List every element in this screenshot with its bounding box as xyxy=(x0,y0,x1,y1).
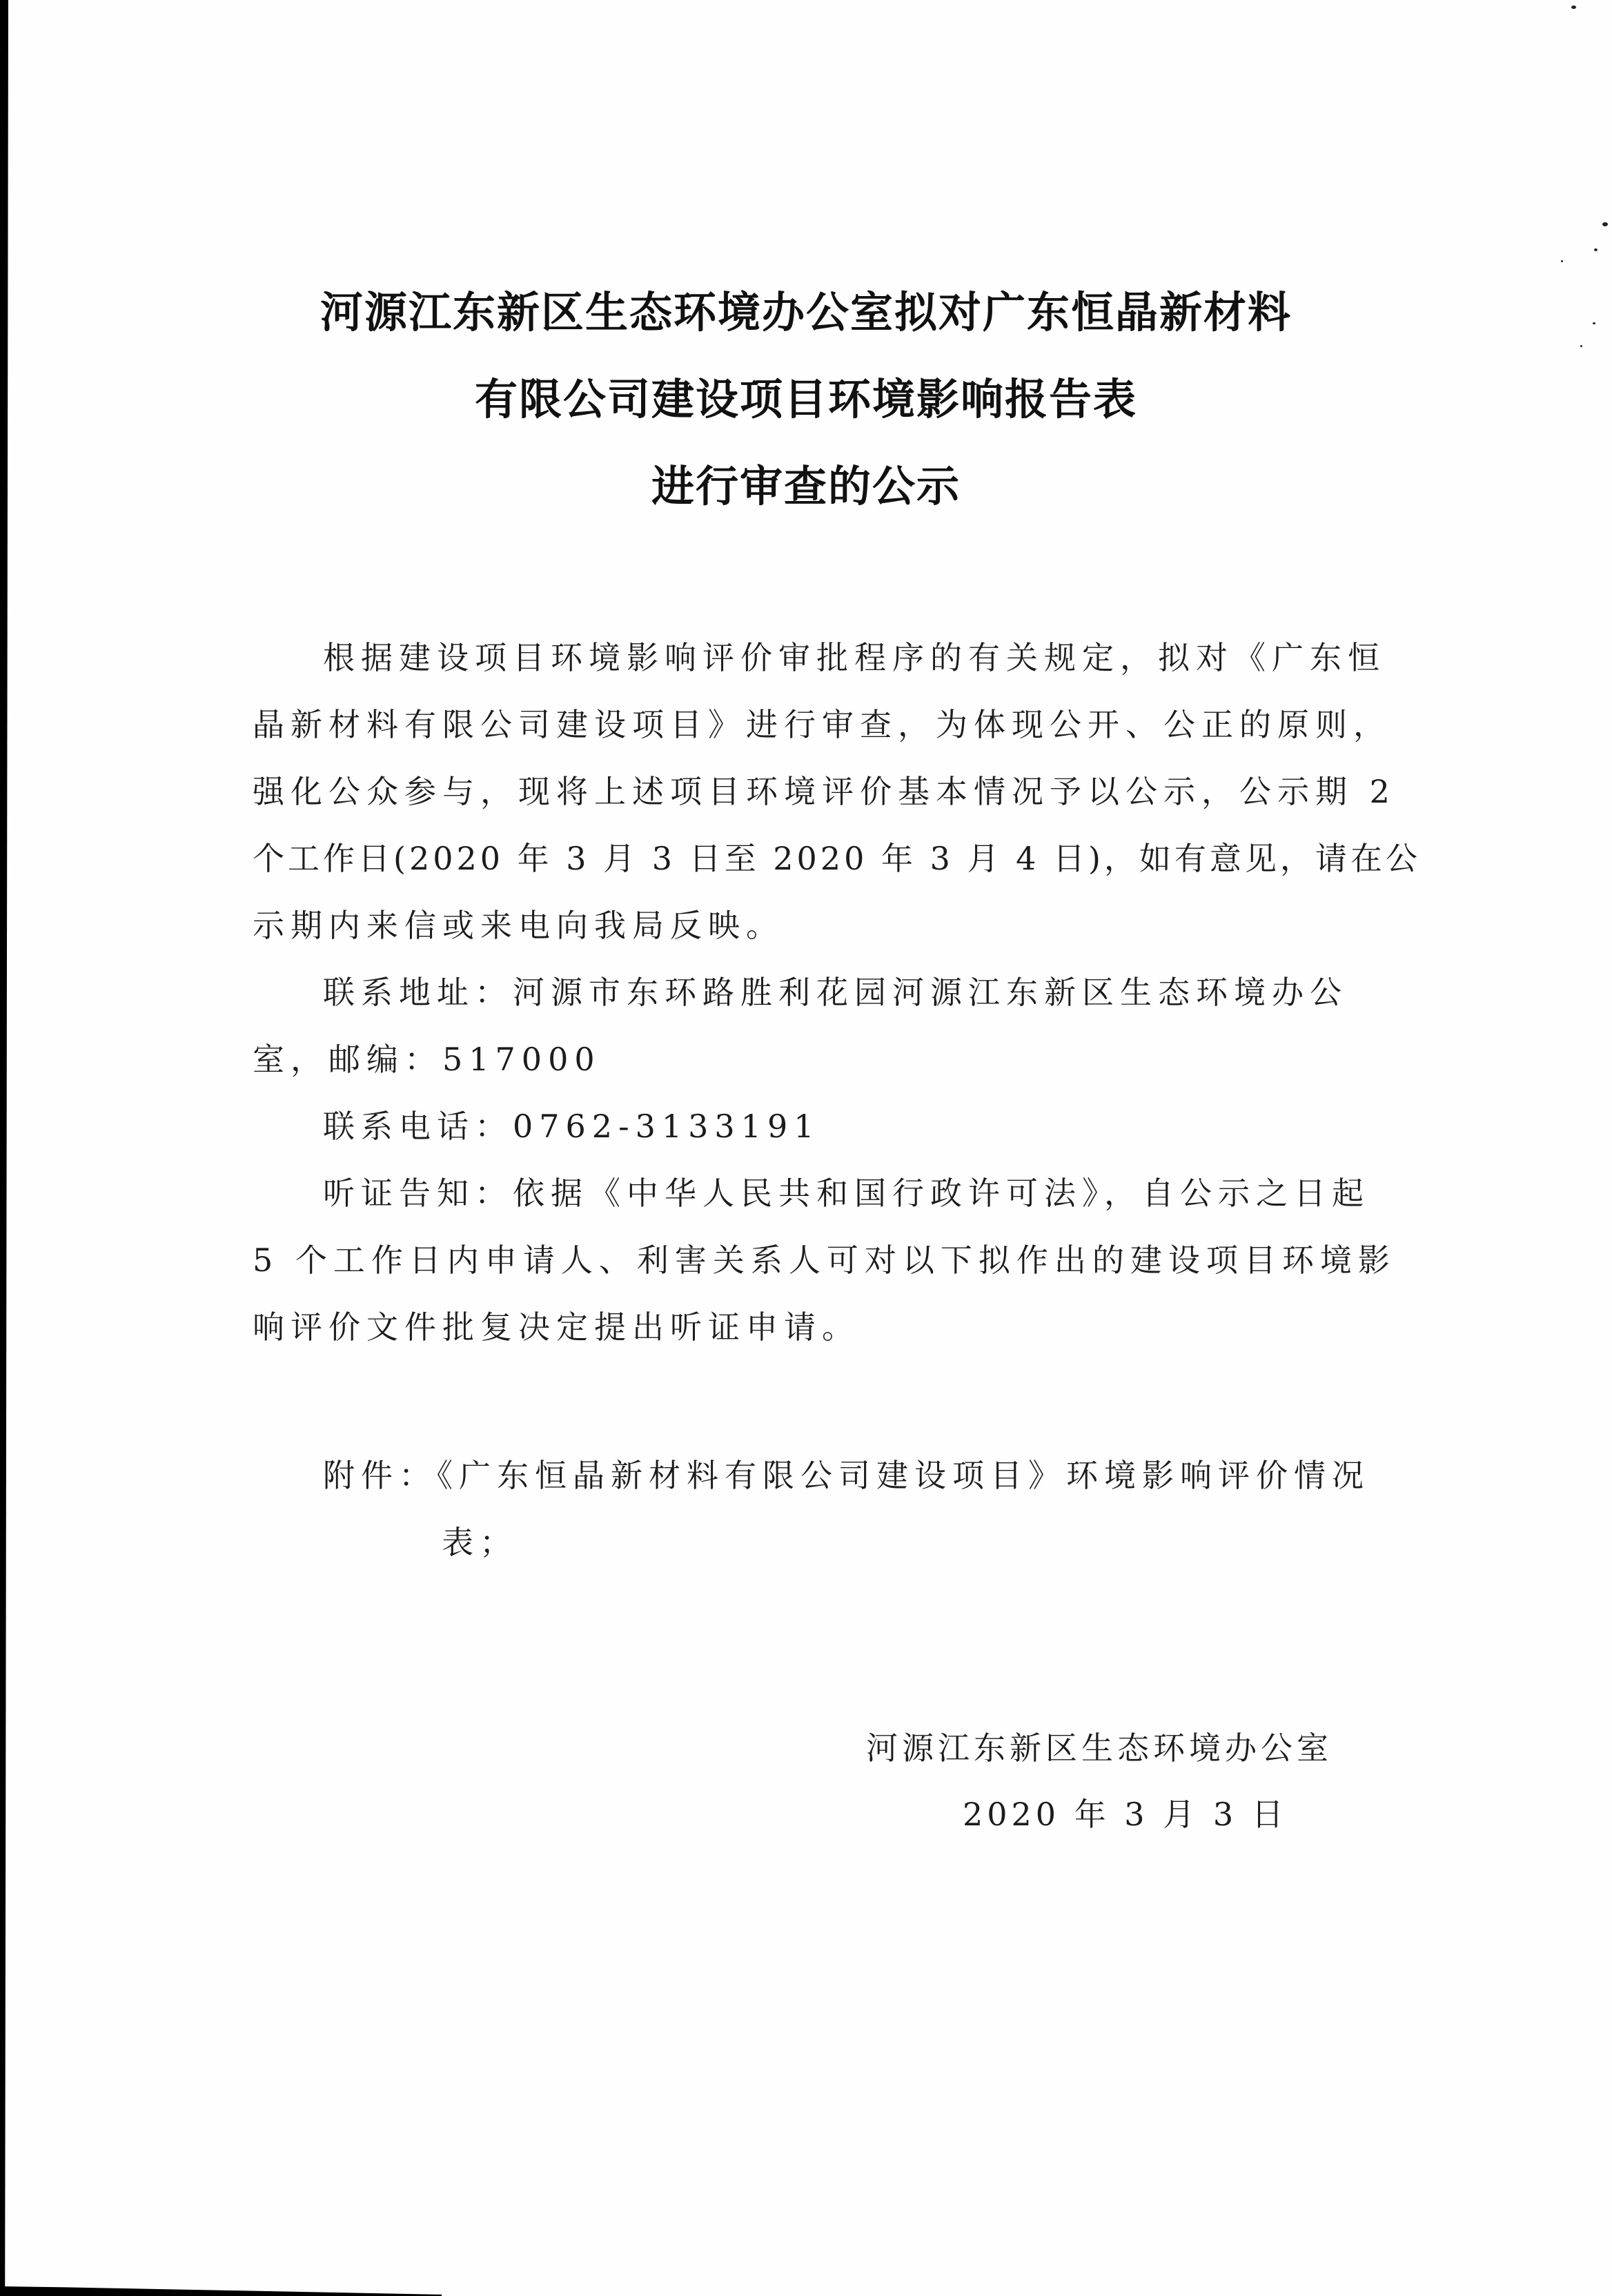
scan-speck xyxy=(1594,248,1598,251)
intro-paragraph-line: 个工作日(2020 年 3 月 3 日至 2020 年 3 月 4 日)，如有意见，请在公 xyxy=(253,840,1421,877)
scan-speck xyxy=(1571,6,1576,9)
attachment-line: 表； xyxy=(442,1524,518,1561)
hearing-notice-line: 听证告知：依据《中华人民共和国行政许可法》，自公示之日起 xyxy=(323,1175,1370,1212)
hearing-notice-line: 响评价文件批复决定提出听证申请。 xyxy=(253,1308,860,1346)
intro-paragraph-line: 根据建设项目环境影响评价审批程序的有关规定，拟对《广东恒 xyxy=(323,639,1386,676)
scan-border-bottom xyxy=(0,2286,442,2296)
scan-speck xyxy=(1580,345,1582,347)
hearing-notice-line: 5 个工作日内申请人、利害关系人可对以下拟作出的建设项目环境影 xyxy=(253,1242,1396,1279)
scan-border-left xyxy=(0,0,8,2296)
issuer-signature: 河源江东新区生态环境办公室 xyxy=(866,1729,1333,1767)
intro-paragraph-line: 强化公众参与，现将上述项目环境评价基本情况予以公示，公示期 2 xyxy=(253,773,1396,810)
scan-speck xyxy=(1602,222,1608,226)
contact-phone: 联系电话：0762-3133191 xyxy=(323,1108,820,1145)
notice-title-line-1: 河源江东新区生态环境办公室拟对广东恒晶新材料 xyxy=(320,287,1292,337)
attachment-line: 附件：《广东恒晶新材料有限公司建设项目》环境影响评价情况 xyxy=(323,1457,1370,1494)
scan-speck xyxy=(1561,260,1563,262)
notice-title-line-2: 有限公司建设项目环境影响报告表 xyxy=(474,374,1137,424)
issue-date: 2020 年 3 月 3 日 xyxy=(963,1796,1288,1833)
notice-title-line-3: 进行审查的公示 xyxy=(651,461,961,511)
intro-paragraph-line: 晶新材料有限公司建设项目》进行审查，为体现公开、公正的原则， xyxy=(253,706,1391,743)
contact-address-line: 联系地址：河源市东环路胜利花园河源江东新区生态环境办公 xyxy=(323,974,1348,1011)
contact-address-line: 室，邮编：517000 xyxy=(253,1041,601,1078)
intro-paragraph-line: 示期内来信或来电向我局反映。 xyxy=(253,907,784,944)
